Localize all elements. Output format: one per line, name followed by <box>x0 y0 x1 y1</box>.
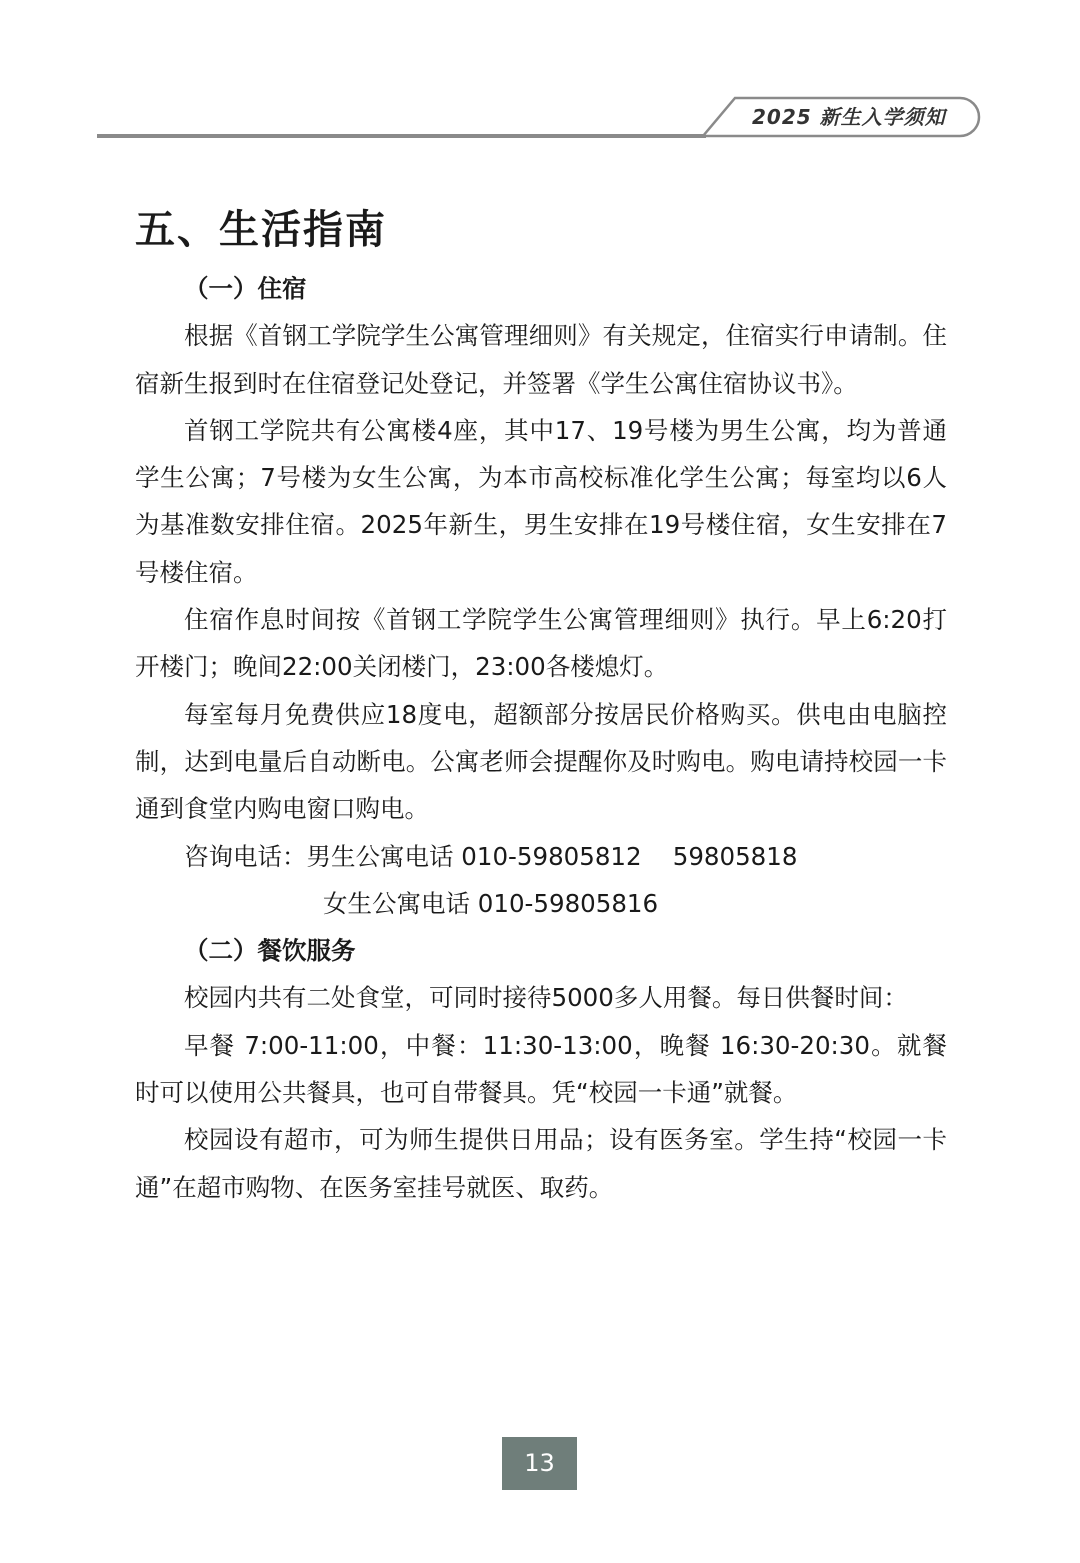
body-text <box>135 265 947 1211</box>
paragraph: 校园内共有二处食堂，可同时接待5000多人用餐。每日供餐时间： <box>184 983 908 1013</box>
header-title: 2025 新生入学须知 <box>752 105 946 129</box>
contact-phone-line: 咨询电话：男生公寓电话 010-59805812 59805818 <box>184 841 798 871</box>
paragraph: 根据《首钢工学院学生公寓管理细则》有关规定，住宿实行申请制。住宿新生报到时在住宿登记处登记，并签署《学生公寓住宿协议书》。 <box>135 321 947 398</box>
paragraph: 每室每月免费供应18度电，超额部分按居民价格购买。供电由电脑控制，达到电量后自动断电。公寓老师会提醒你及时购电。购电请持校园一卡通到食堂内购电窗口购电。 <box>135 699 947 824</box>
paragraph: 早餐 7:00-11:00，中餐：11:30-13:00，晚餐 16:30-20:30。就餐时可以使用公共餐具，也可自带餐具。凭“校园一卡通”就餐。 <box>135 1030 947 1108</box>
paragraph: 校园设有超市，可为师生提供日用品；设有医务室。学生持“校园一卡通”在超市购物、在医务室挂号就医、取药。 <box>135 1125 947 1202</box>
contact-phone-line: 女生公寓电话 010-59805816 <box>323 888 659 918</box>
chapter-title: 五、生活指南 <box>135 207 387 253</box>
section-heading-lodging: （一）住宿 <box>184 274 307 303</box>
section-heading-dining: （二）餐饮服务 <box>184 936 356 966</box>
header-decoration <box>0 0 1080 160</box>
page-number: 13 <box>502 1437 577 1490</box>
paragraph: 首钢工学院共有公寓楼4座，其中17、19号楼为男生公寓，均为普通学生公寓；7号楼为女生公寓，为本市高校标准化学生公寓；每室均以6人为基准数安排住宿。2025年新生，男生安排在19号楼住宿，女生安排在7号楼住宿。 <box>135 415 947 587</box>
paragraph: 住宿作息时间按《首钢工学院学生公寓管理细则》执行。早上6:20打开楼门；晚间22:00关闭楼门，23:00各楼熄灯。 <box>135 605 947 682</box>
